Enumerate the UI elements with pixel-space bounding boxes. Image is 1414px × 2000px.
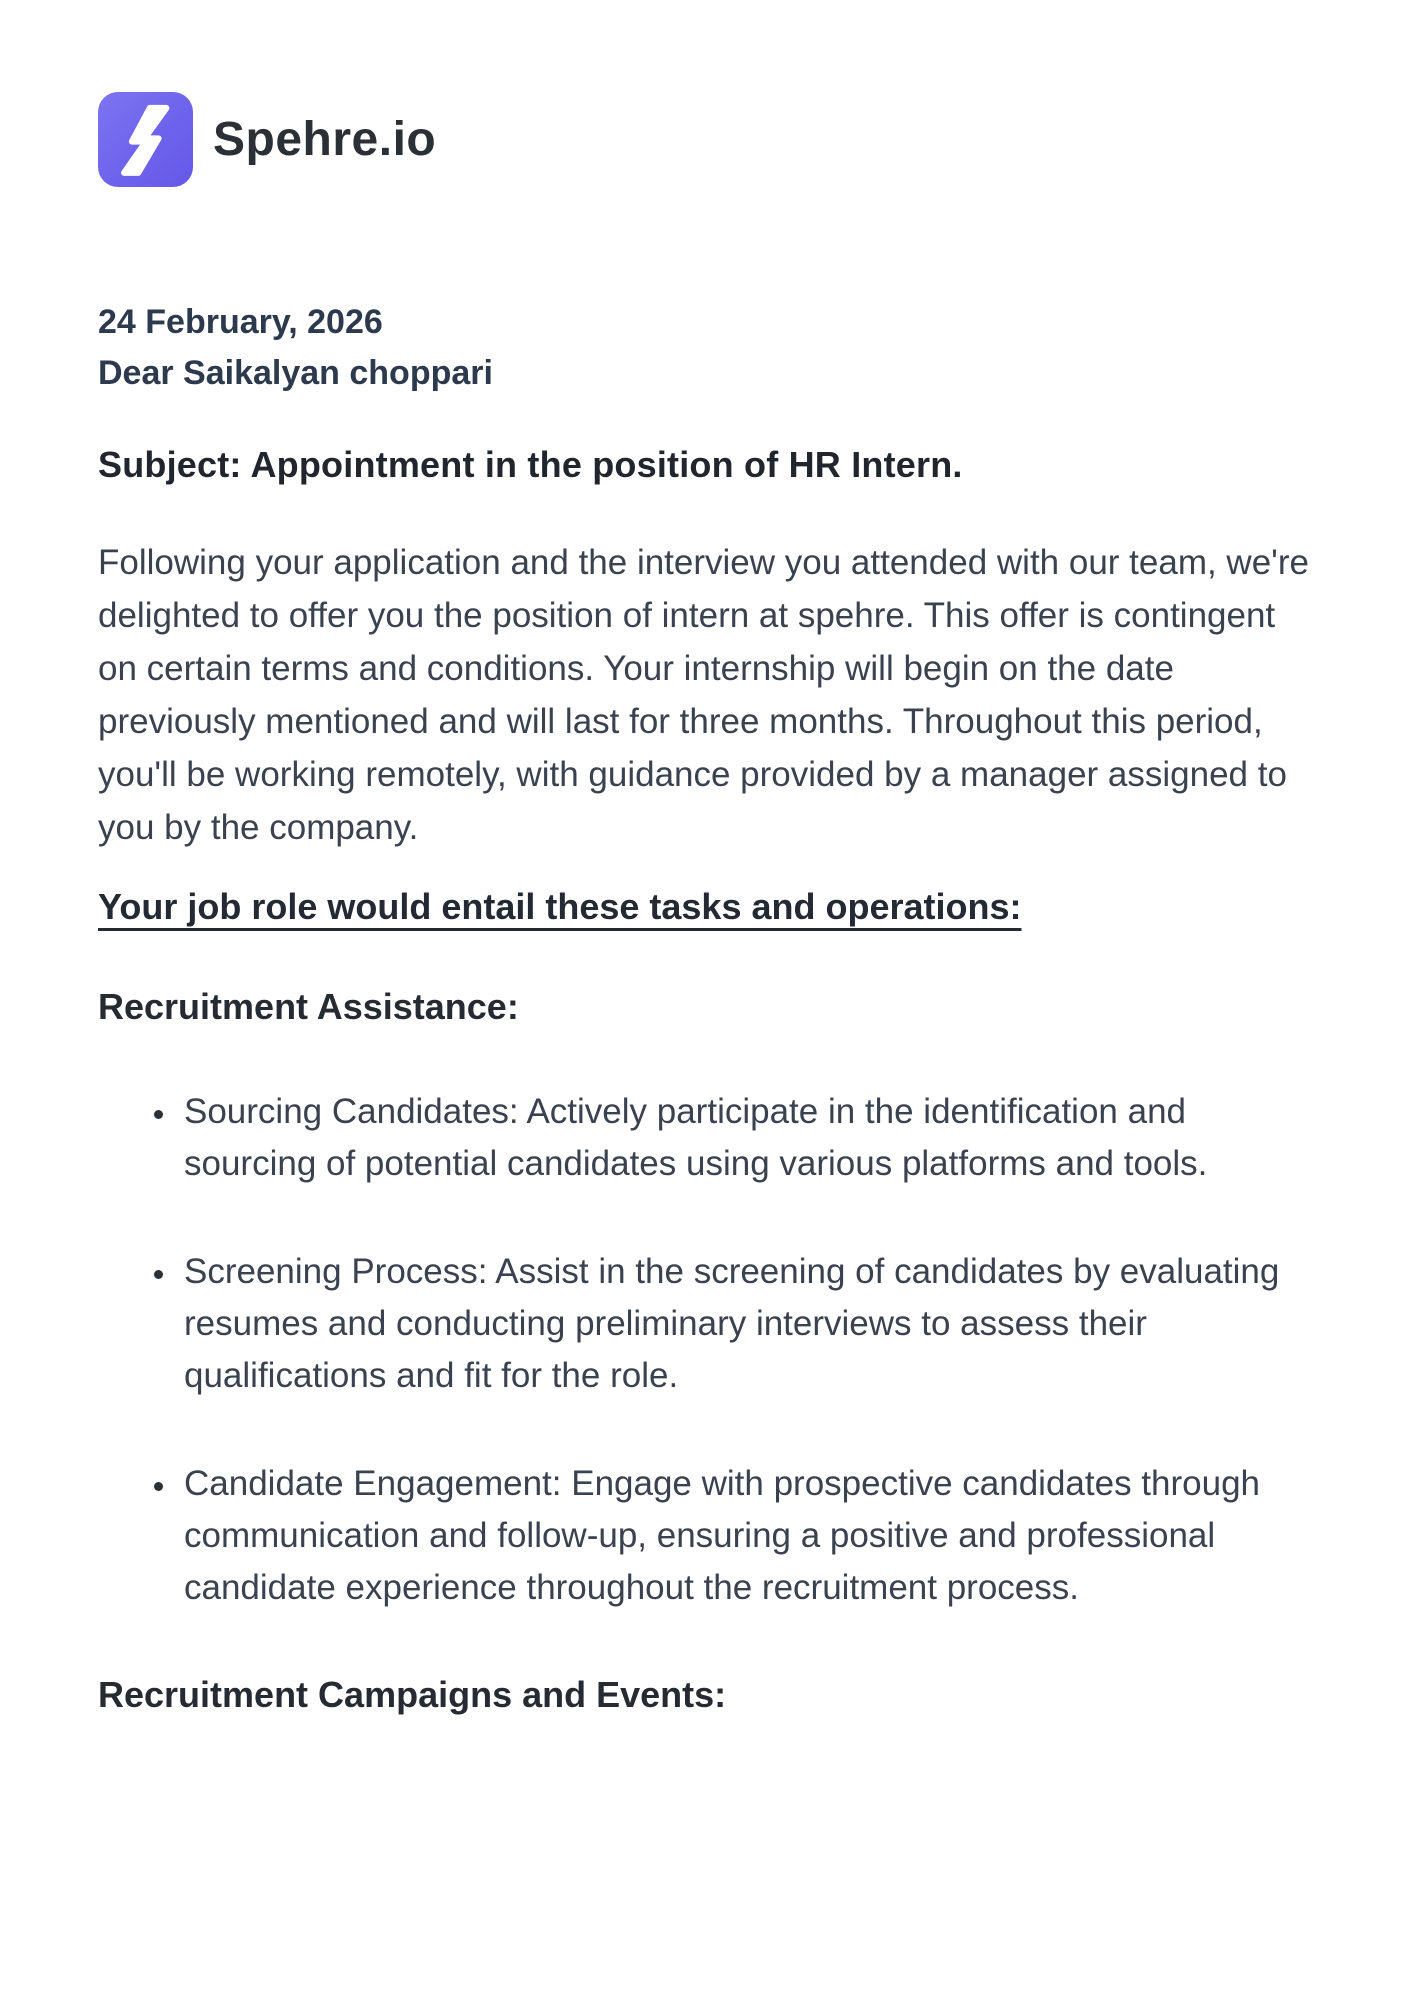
tasks-heading: Your job role would entail these tasks and operations:: [98, 886, 1022, 927]
spehre-logo: [98, 92, 193, 187]
brand-header: [98, 92, 1320, 187]
list-item: • Screening Process: Assist in the screening of candidates by evaluating resumes and conducting preliminary interviews to assess their qualifications and fit for the role.: [178, 1246, 1320, 1402]
intro-paragraph: Following your application and the interview you attended with our team, we're delighted to offer you the position of intern at spehre. This offer is contingent on certain terms and conditions. Your internship will begin on the date previously mentioned and will last for three months. Throughout this period, you'll be working remotely, with guidance provided by a manager assigned to you by the company.: [98, 543, 1309, 847]
letter-greeting: Dear Saikalyan choppari: [98, 354, 493, 392]
bolt-s-icon: [107, 101, 185, 179]
section-title-recruitment-assistance: Recruitment Assistance:: [98, 986, 519, 1027]
list-item: • Sourcing Candidates: Actively participate in the identification and sourcing of potential candidates using various platforms and tools.: [178, 1086, 1320, 1190]
subject-line: Subject: Appointment in the position of HR Intern.: [98, 444, 963, 485]
list-item: • Candidate Engagement: Engage with prospective candidates through communication and follow-up, ensuring a positive and professional candidate experience throughout the recruitment process.: [178, 1458, 1320, 1614]
letter-date: 24 February, 2026: [98, 303, 383, 341]
brand-name: Spehre.io: [213, 113, 437, 166]
recruitment-assistance-list: [98, 1086, 1320, 1614]
date-greeting-block: [98, 297, 1320, 399]
section-title-recruitment-campaigns: Recruitment Campaigns and Events:: [98, 1674, 727, 1715]
